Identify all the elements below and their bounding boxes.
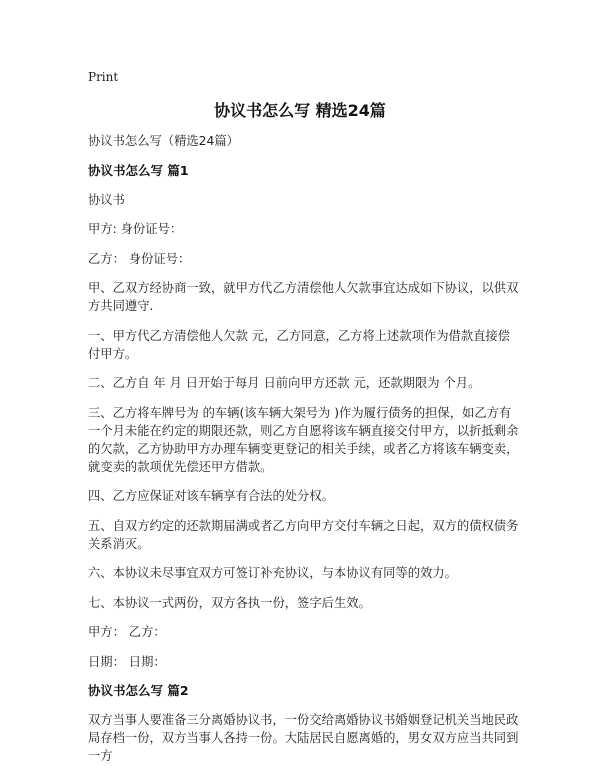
section-heading-1: 协议书怎么写 篇1	[88, 162, 189, 178]
document-body	[88, 132, 520, 776]
paragraph: 三、乙方将车牌号为 的车辆(该车辆大架号为 )作为履行债务的担保，如乙方有一个月未能在约定的期限还款，则乙方自愿将该车辆直接交付甲方，以折抵剩余的欠款，乙方协助甲方办理车辆变更登记的相关手续，或者乙方将该车辆变卖，就变卖的款项优先偿还甲方借款。	[88, 405, 519, 474]
paragraph: 四、乙方应保证对该车辆享有合法的处分权。	[88, 489, 334, 503]
paragraph: 甲、乙双方经协商一致，就甲方代乙方清偿他人欠款事宜达成如下协议，以供双方共同遵守.	[88, 281, 519, 313]
paragraph: 乙方： 身份证号：	[88, 251, 191, 266]
print-label[interactable]: Print	[88, 70, 119, 84]
paragraph: 双方当事人要准备三分离婚协议书，一份交给离婚协议书婚姻登记机关当地民政局存档一份，双方当事人各持一份。大陆居民自愿离婚的，男女双方应当共同到一方	[88, 713, 519, 763]
intro-line: 协议书怎么写（精选24篇）	[88, 134, 239, 148]
page-title: 协议书怎么写 精选24篇	[214, 101, 386, 120]
paragraph: 协议书	[88, 192, 125, 207]
paragraph: 六、本协议未尽事宜双方可签订补充协议，与本协议有同等的效力。	[88, 566, 457, 580]
paragraph: 甲方: 身份证号：	[88, 222, 183, 236]
date-line: 日期： 日期：	[88, 654, 166, 669]
signature-line: 甲方： 乙方：	[88, 625, 166, 639]
section-heading-2: 协议书怎么写 篇2	[88, 683, 189, 698]
paragraph: 七、本协议一式两份，双方各执一份，签字后生效。	[88, 595, 371, 610]
paragraph: 二、乙方自 年 月 日开始于每月 日前向甲方还款 元，还款期限为 个月。	[88, 376, 481, 390]
paragraph: 一、甲方代乙方清偿他人欠款 元，乙方同意，乙方将上述款项作为借款直接偿付甲方。	[88, 328, 511, 361]
paragraph: 五、自双方约定的还款期届满或者乙方向甲方交付车辆之日起，双方的债权债务关系消灭。	[88, 518, 519, 551]
